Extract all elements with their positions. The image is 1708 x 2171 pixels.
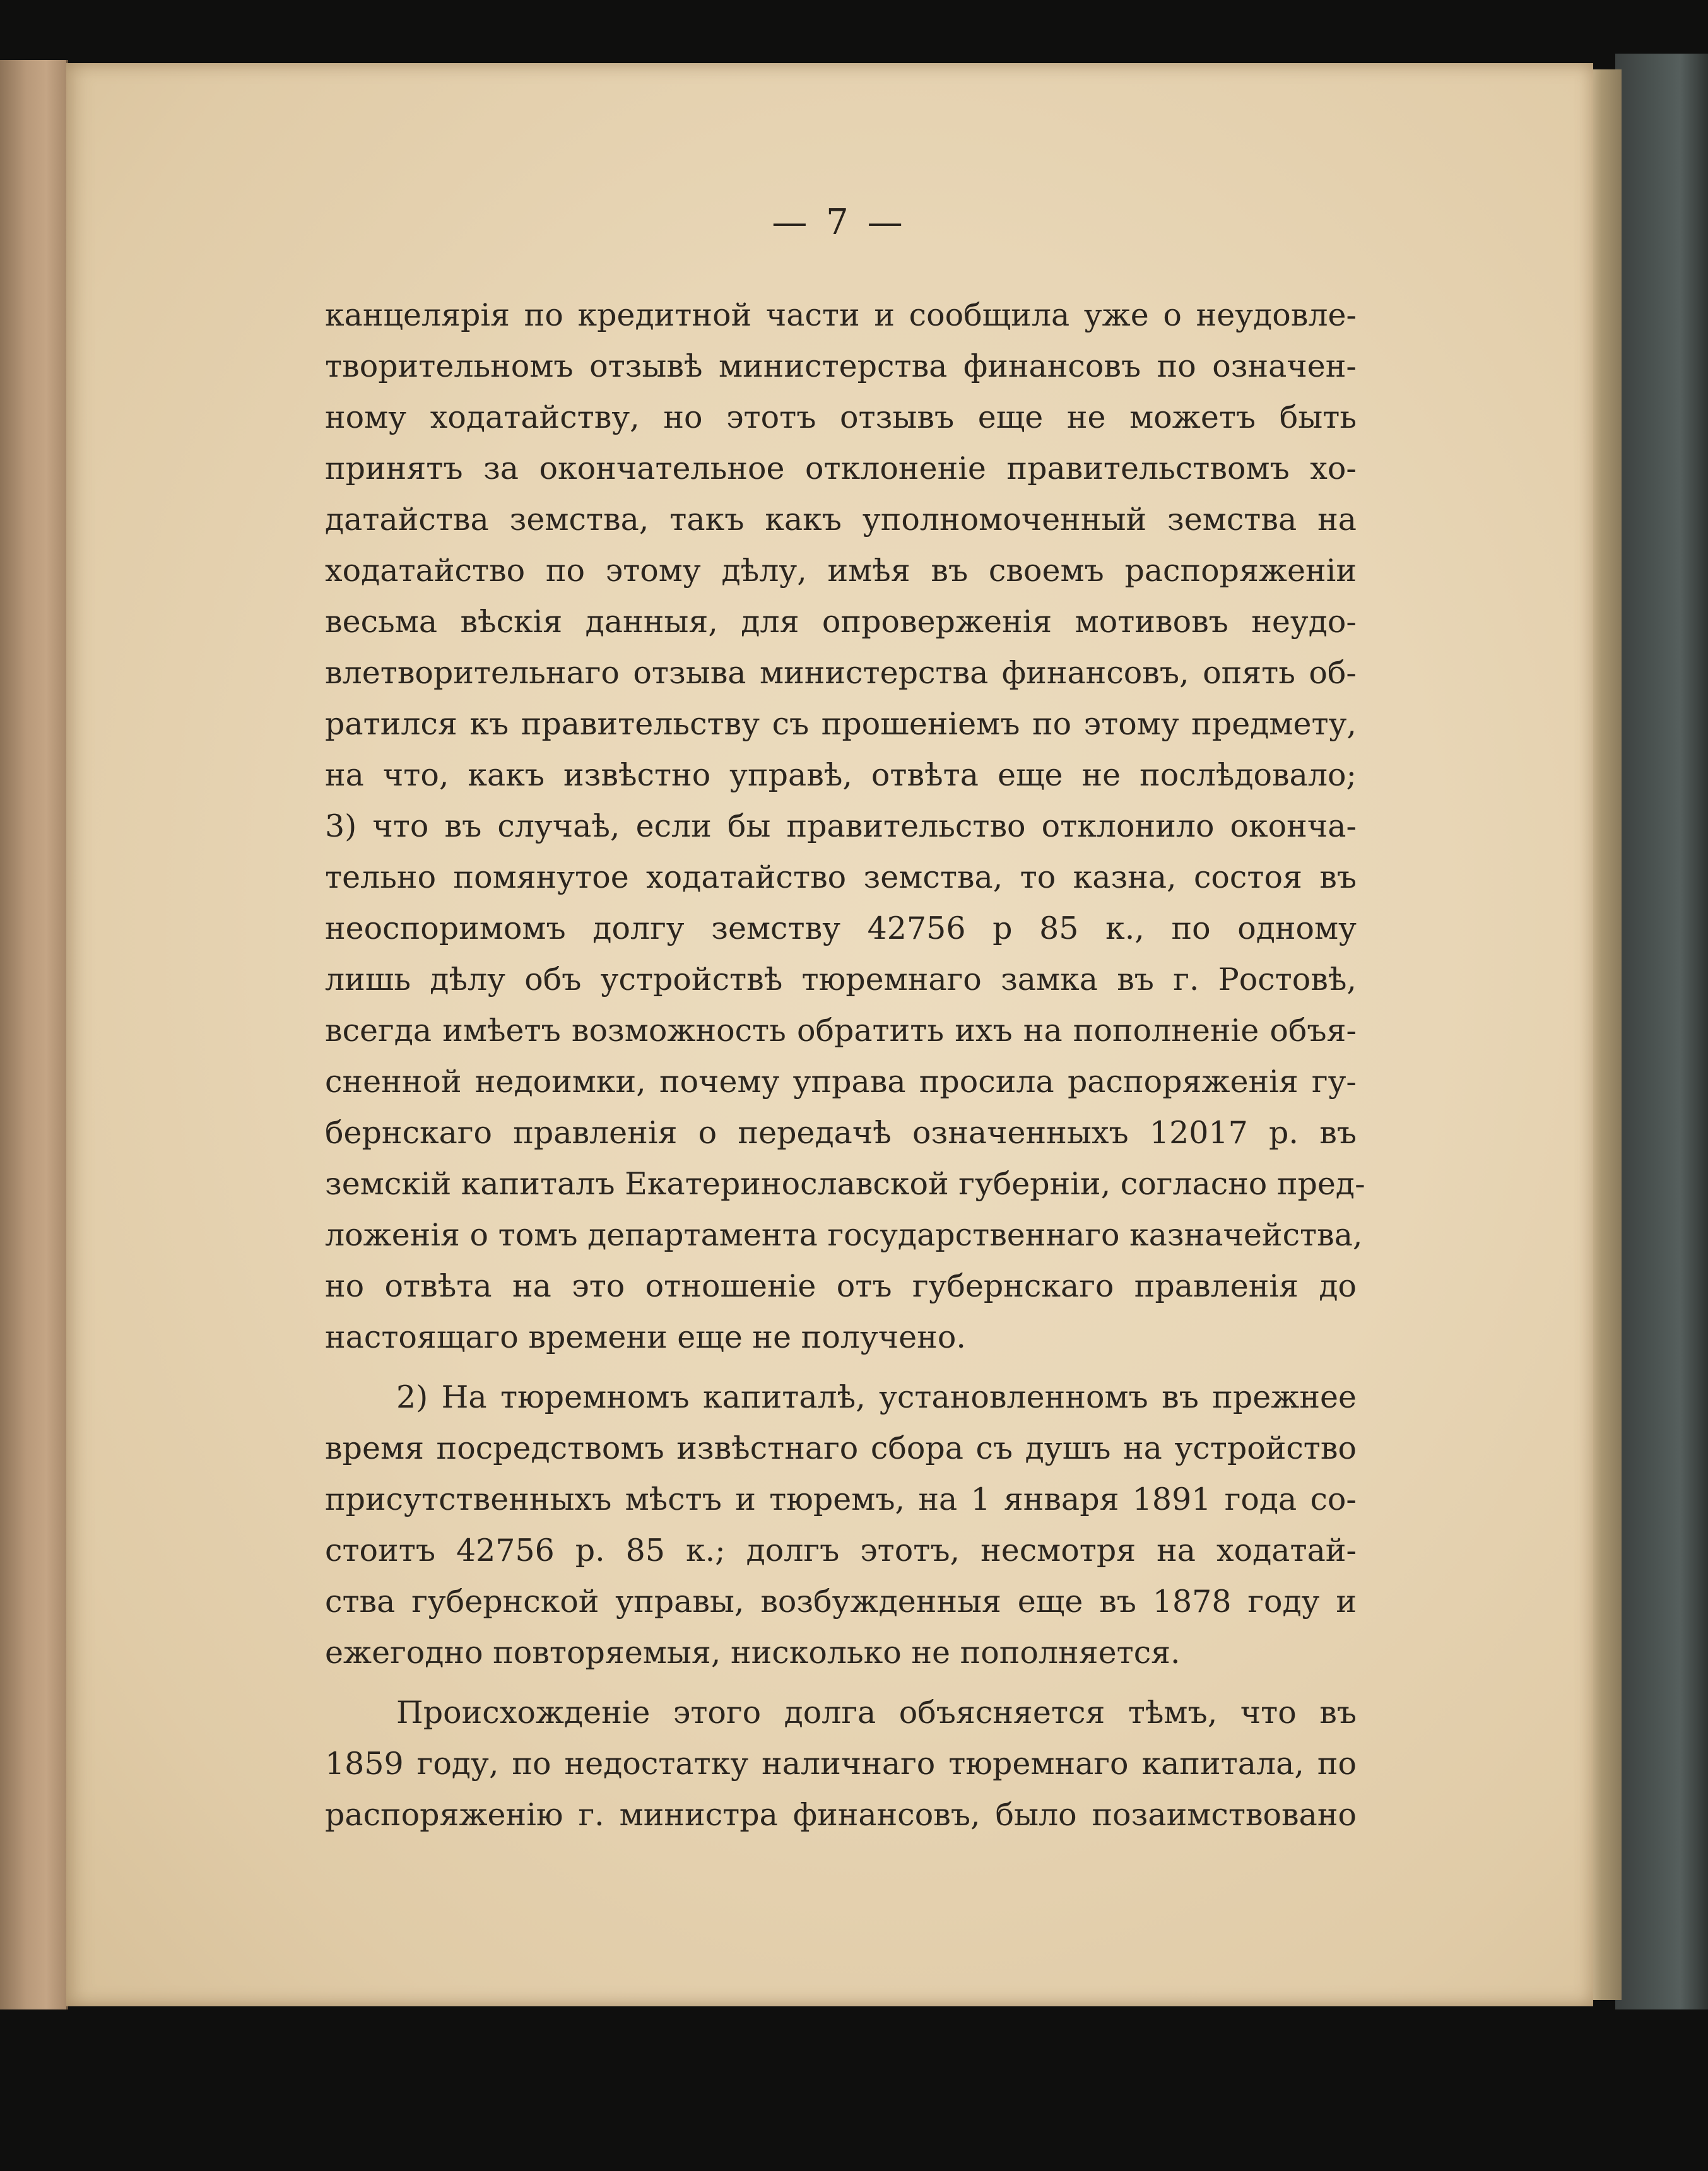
- text-line: ному ходатайству, но этотъ отзывъ еще не можетъ быть: [325, 399, 1357, 435]
- text-line: канцелярія по кредитной части и сообщила уже о неудовле-: [325, 297, 1357, 333]
- text-line: ложенія о томъ департамента государственнаго казначейства,: [325, 1217, 1363, 1253]
- text-line: всегда имѣетъ возможность обратить ихъ на пополненіе объя-: [325, 1013, 1357, 1049]
- left-book-cover: [0, 60, 68, 2009]
- text-line: присутственныхъ мѣстъ и тюремъ, на 1 января 1891 года со-: [325, 1481, 1357, 1517]
- text-line: настоящаго времени еще не получено.: [325, 1319, 966, 1355]
- paragraph-start-line: 2) На тюремномъ капиталѣ, установленномъ въ прежнее: [396, 1379, 1357, 1415]
- text-line: ратился къ правительству съ прошеніемъ по этому предмету,: [325, 706, 1357, 742]
- paragraph-start-line: Происхожденіе этого долга объясняется тѣмъ, что въ: [396, 1695, 1357, 1731]
- text-line: сненной недоимки, почему управа просила распоряженія гу-: [325, 1064, 1357, 1100]
- text-line: ежегодно повторяемыя, нисколько не пополняется.: [325, 1635, 1181, 1671]
- text-line: творительномъ отзывѣ министерства финансовъ по означен-: [325, 348, 1357, 384]
- text-line: на что, какъ извѣстно управѣ, отвѣта еще не послѣдовало;: [325, 757, 1357, 793]
- text-line: ходатайство по этому дѣлу, имѣя въ своемъ распоряженіи: [325, 553, 1357, 589]
- text-line: земскій капиталъ Екатеринославской губерніи, согласно пред-: [325, 1166, 1365, 1202]
- text-line: но отвѣта на это отношеніе отъ губернскаго правленія до: [325, 1268, 1357, 1304]
- text-line: время посредствомъ извѣстнаго сбора съ душъ на устройство: [325, 1430, 1357, 1466]
- text-line: датайства земства, такъ какъ уполномоченный земства на: [325, 502, 1357, 538]
- text-line: принятъ за окончательное отклоненіе правительствомъ хо-: [325, 450, 1357, 486]
- text-line: распоряженію г. министра финансовъ, было позаимствовано: [325, 1797, 1357, 1833]
- text-line: тельно помянутое ходатайство земства, то казна, состоя въ: [325, 859, 1357, 895]
- text-line: неоспоримомъ долгу земству 42756 р 85 к., по одному: [325, 910, 1357, 946]
- text-line: лишь дѣлу объ устройствѣ тюремнаго замка въ г. Ростовѣ,: [325, 962, 1357, 997]
- text-line: стоитъ 42756 р. 85 к.; долгъ этотъ, несмотря на ходатай-: [325, 1533, 1357, 1568]
- page-number: — 7 —: [772, 202, 907, 243]
- text-line: влетворительнаго отзыва министерства финансовъ, опять об-: [325, 655, 1357, 691]
- text-line: 1859 году, по недостатку наличнаго тюремнаго капитала, по: [325, 1746, 1357, 1782]
- text-line: весьма вѣскія данныя, для опроверженія мотивовъ неудо-: [325, 604, 1357, 640]
- text-line: ства губернской управы, возбужденныя еще въ 1878 году и: [325, 1584, 1357, 1620]
- text-line: 3) что въ случаѣ, если бы правительство отклонило оконча-: [325, 808, 1357, 844]
- text-line: бернскаго правленія о передачѣ означенныхъ 12017 р. въ: [325, 1115, 1357, 1151]
- right-book-cover: [1615, 54, 1708, 2009]
